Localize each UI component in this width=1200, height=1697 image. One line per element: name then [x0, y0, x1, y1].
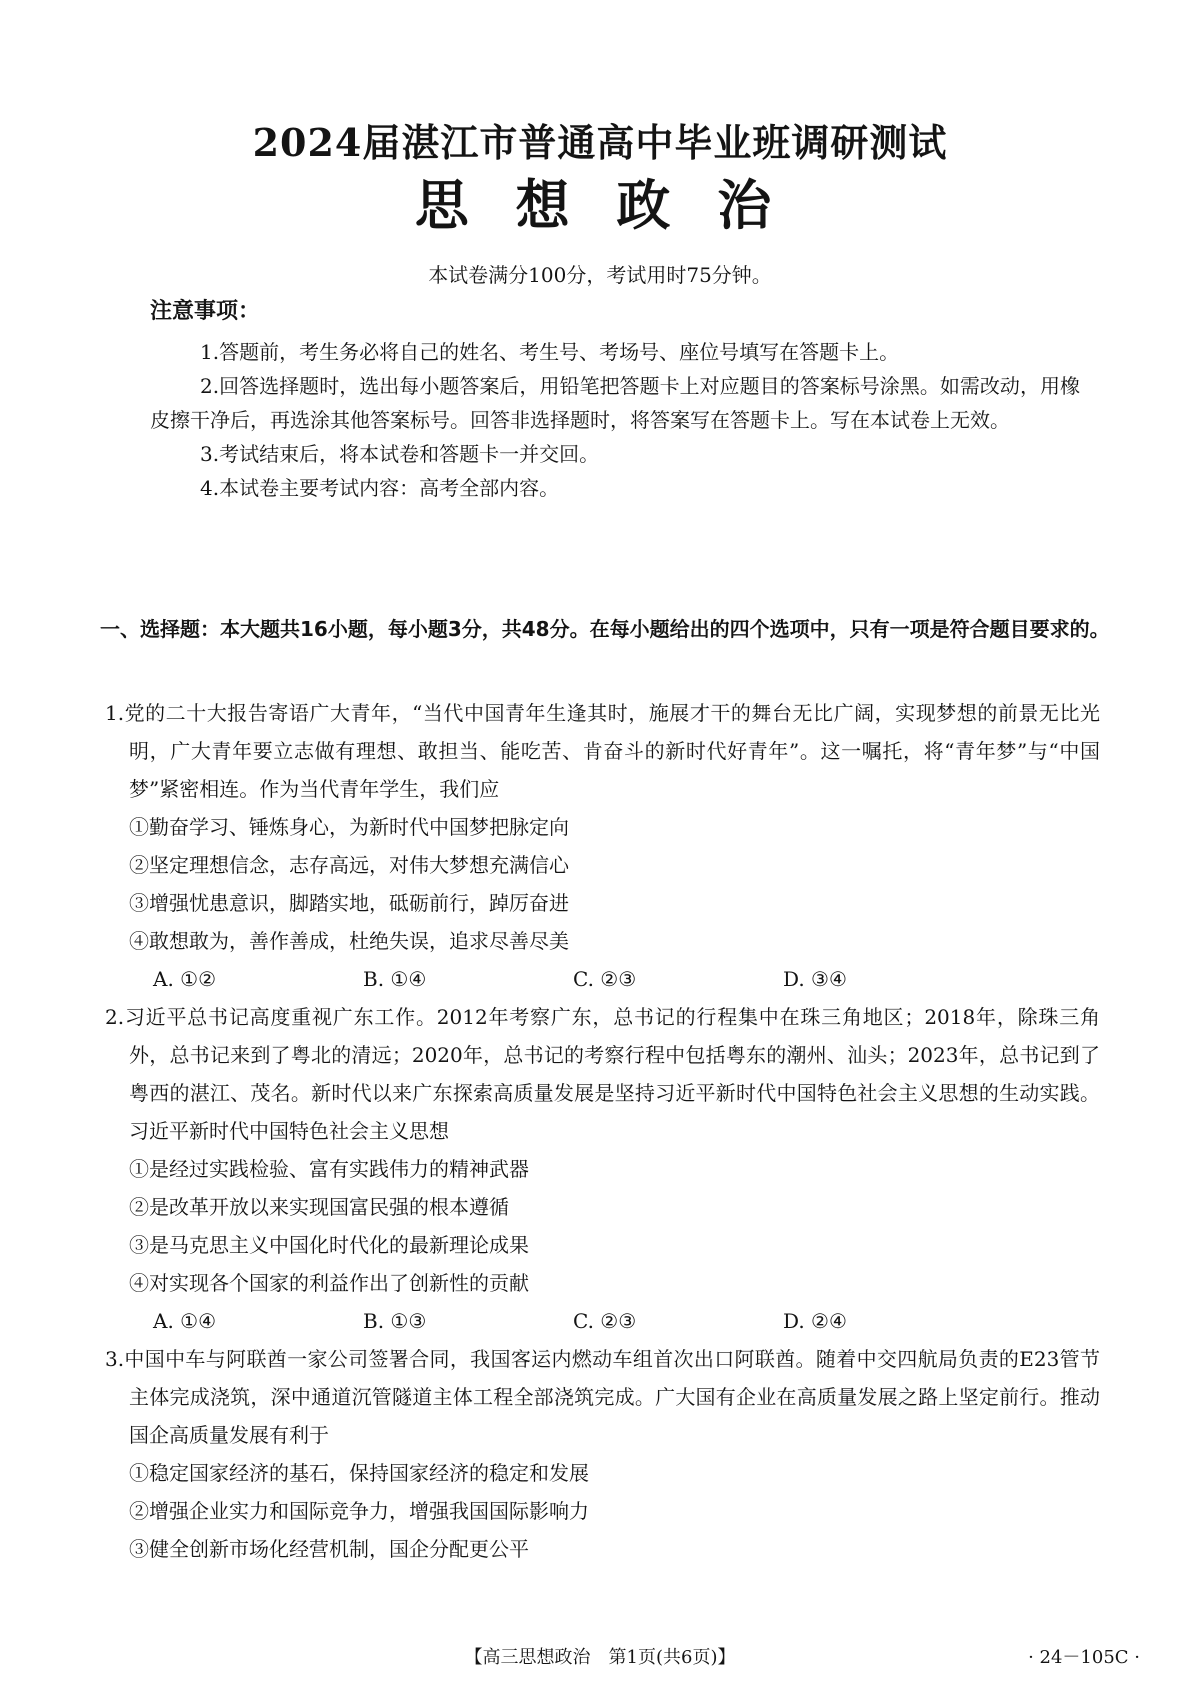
question-stem: 1.党的二十大报告寄语广大青年，“当代中国青年生逢其时，施展才干的舞台无比广阔，实现梦想的前景无比光明，广大青年要立志做有理想、敢担当、能吃苦、肯奋斗的新时代好青年”。这一嘱托，将“青年梦”与“中国梦”紧密相连。作为当代青年学生，我们应	[105, 701, 1100, 801]
notice-item: 2.回答选择题时，选出每小题答案后，用铅笔把答题卡上对应题目的答案标号涂黑。如需改动，用橡皮擦干净后，再选涂其他答案标号。回答非选择题时，将答案写在答题卡上。写在本试卷上无效。	[150, 374, 1080, 432]
statement-option: ①是经过实践检验、富有实践伟力的精神武器	[129, 1157, 529, 1181]
choice-d: D. ③④	[783, 967, 847, 991]
choice-d: D. ②④	[783, 1309, 847, 1333]
notice-list	[150, 335, 1080, 505]
statement-option: ④敢想敢为，善作善成，杜绝失误，追求尽善尽美	[129, 929, 569, 953]
statement-option: ③是马克思主义中国化时代化的最新理论成果	[129, 1233, 529, 1257]
choice-a: A. ①④	[153, 1309, 217, 1333]
choice-c: C. ②③	[573, 967, 637, 991]
statement-option: ①勤奋学习、锤炼身心，为新时代中国梦把脉定向	[129, 815, 569, 839]
subject-title: 思 想 政 治	[414, 173, 786, 237]
choice-c: C. ②③	[573, 1309, 637, 1333]
statement-option: ④对实现各个国家的利益作出了创新性的贡献	[129, 1271, 529, 1295]
statement-option: ②是改革开放以来实现国富民强的根本遵循	[129, 1195, 509, 1219]
statement-option: ③健全创新市场化经营机制，国企分配更公平	[129, 1537, 529, 1561]
statement-option: ②增强企业实力和国际竞争力，增强我国国际影响力	[129, 1499, 589, 1523]
answer-choices	[105, 960, 1100, 998]
section-heading: 一、选择题：本大题共16小题，每小题3分，共48分。在每小题给出的四个选项中，只有一项是符合题目要求的。	[100, 617, 1110, 641]
notice-item: 4.本试卷主要考试内容：高考全部内容。	[200, 476, 560, 500]
statement-option: ②坚定理想信念，志存高远，对伟大梦想充满信心	[129, 853, 569, 877]
choice-b: B. ①③	[363, 1309, 427, 1333]
answer-choices	[105, 1302, 1100, 1340]
question-stem: 3.中国中车与阿联酋一家公司签署合同，我国客运内燃动车组首次出口阿联酋。随着中交四航局负责的E23管节主体完成浇筑，深中通道沉管隧道主体工程全部浇筑完成。广大国有企业在高质量发展之路上坚定前行。推动国企高质量发展有利于	[105, 1347, 1100, 1447]
question-1	[105, 694, 1100, 998]
paper-code: · 24－105C ·	[1028, 1647, 1140, 1668]
choice-b: B. ①④	[363, 967, 427, 991]
statement-option: ①稳定国家经济的基石，保持国家经济的稳定和发展	[129, 1461, 589, 1485]
notice-item: 1.答题前，考生务必将自己的姓名、考生号、考场号、座位号填写在答题卡上。	[200, 340, 900, 364]
question-2	[105, 998, 1100, 1340]
statement-option: ③增强忧患意识，脚踏实地，砥砺前行，踔厉奋进	[129, 891, 569, 915]
notice-heading: 注意事项：	[150, 299, 261, 324]
question-stem: 2.习近平总书记高度重视广东工作。2012年考察广东，总书记的行程集中在珠三角地区；2018年，除珠三角外，总书记来到了粤北的清远；2020年，总书记的考察行程中包括粤东的潮州、汕头；2023年，总书记到了粤西的湛江、茂名。新时代以来广东探索高质量发展是坚持习近平新时代中国特色社会主义思想的生动实践。习近平新时代中国特色社会主义思想	[105, 1005, 1100, 1143]
question-3	[105, 1340, 1100, 1568]
exam-title: 2024届湛江市普通高中毕业班调研测试	[252, 120, 948, 165]
notice-item: 3.考试结束后，将本试卷和答题卡一并交回。	[200, 442, 600, 466]
exam-info: 本试卷满分100分，考试用时75分钟。	[428, 263, 772, 287]
choice-a: A. ①②	[153, 967, 217, 991]
page-footer: 【高三思想政治 第1页(共6页)】	[464, 1647, 736, 1668]
question-list	[105, 694, 1100, 1568]
